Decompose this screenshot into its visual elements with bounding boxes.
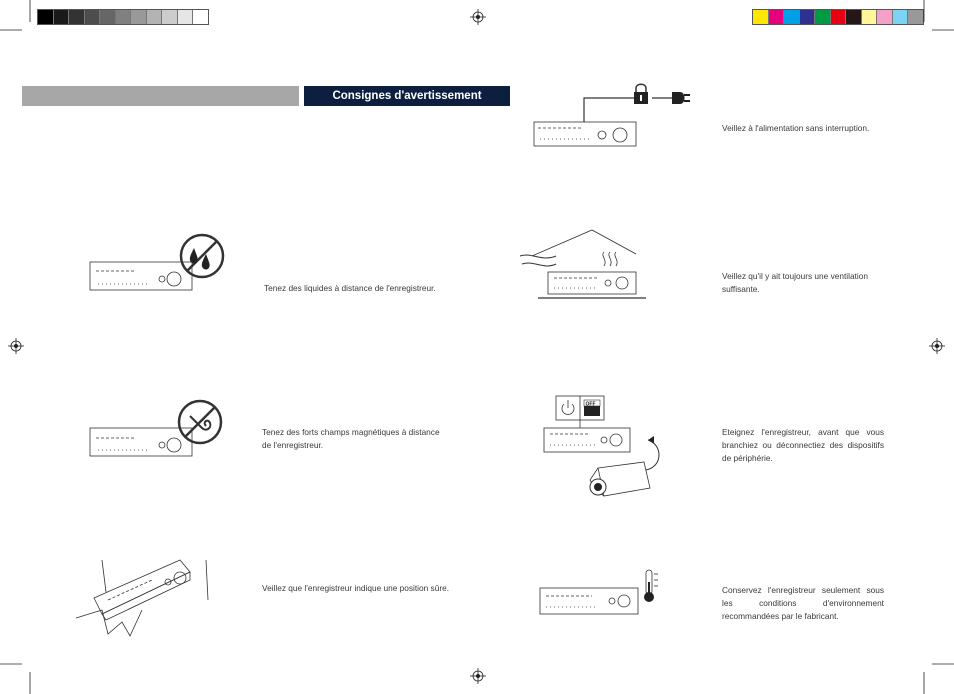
- recorder-power-lock-icon: [530, 84, 700, 154]
- recorder-no-magnet-icon: [88, 398, 228, 468]
- registration-mark-bottom: [470, 668, 486, 684]
- section-title: Consignes d'avertissement: [304, 86, 510, 106]
- recorder-temperature-icon: [536, 560, 676, 640]
- warning-text-magnetic: Tenez des forts champs magnétiques à distance de l'enregistreur.: [262, 427, 440, 450]
- warning-text-environment: Conservez l'enregistreur seulement sous les conditions d'environnement recommandées par le fabricant.: [722, 585, 884, 621]
- section-header-bar: [22, 86, 299, 106]
- off-switch-label: OFF: [585, 401, 596, 408]
- recorder-power-off-camera-icon: [540, 392, 680, 512]
- registration-mark-left: [8, 338, 24, 354]
- registration-mark-right: [929, 338, 945, 354]
- recorder-ventilation-icon: [518, 228, 658, 308]
- recorder-tilted-icon: [72, 550, 212, 640]
- registration-mark-top: [470, 9, 486, 25]
- recorder-no-liquids-icon: [88, 232, 228, 302]
- warning-text-position: Veillez que l'enregistreur indique une position sûre.: [262, 583, 449, 593]
- warning-text-liquids: Tenez des liquides à distance de l'enregistreur.: [264, 283, 436, 293]
- warning-text-ventilation: Veillez qu'il y ait toujours une ventilation suffisante.: [722, 271, 868, 294]
- warning-text-peripherals: Eteignez l'enregistreur, avant que vous branchiez ou déconnectiez des dispositifs de périphérie.: [722, 427, 884, 463]
- warning-text-power: Veillez à l'alimentation sans interruption.: [722, 123, 870, 133]
